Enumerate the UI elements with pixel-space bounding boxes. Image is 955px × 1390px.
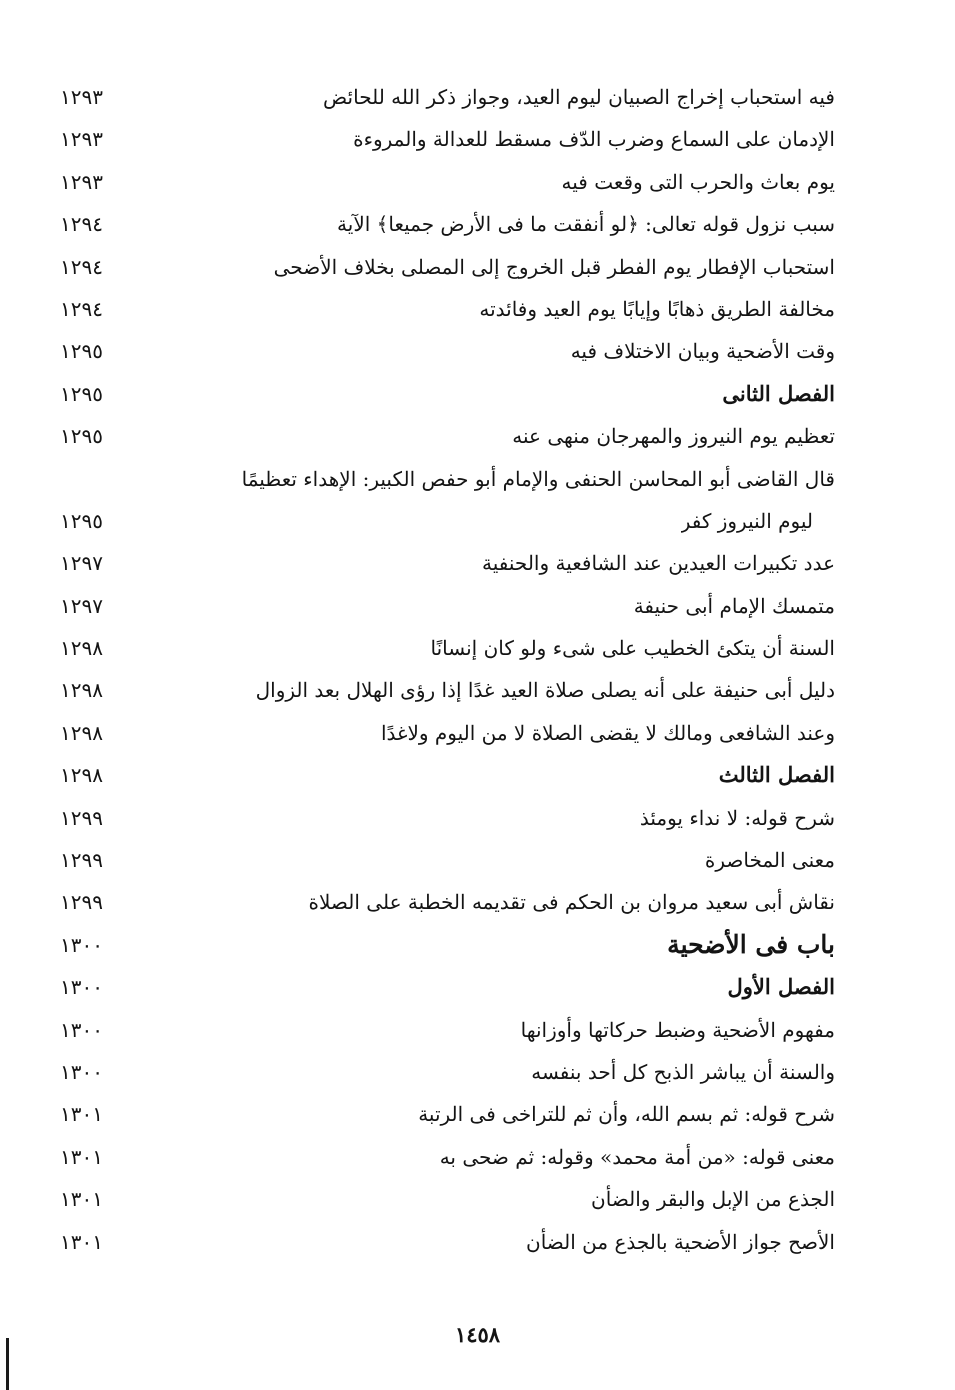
section-heading-entry [60,373,835,415]
index-entry [60,1221,835,1263]
entry-page-number: ١٣٠١ [60,1187,103,1212]
entry-page-number: ١٢٩٥ [60,381,103,406]
entry-title: وعند الشافعى ومالك لا يقضى الصلاة لا من اليوم ولاغدًا [380,720,835,745]
entry-page-number: ١٢٩٣ [60,85,103,109]
scan-edge-mark [6,1338,9,1390]
index-entry-continuation [60,500,835,542]
index-entry [60,288,835,330]
index-entry [60,118,835,160]
index-entry [60,1093,835,1135]
index-entry [60,1051,835,1093]
entry-title: سبب نزول قوله تعالى: ﴿لو أنفقت ما فى الأرض جميعا﴾ الآية [337,212,835,237]
entry-page-number: ١٣٠١ [60,1102,103,1127]
index-entry [60,1009,835,1051]
entry-title: قال القاضى أبو المحاسن الحنفى والإمام أبو حفص الكبير: الإهداء تعظيمًا [241,466,835,491]
entry-title: معنى قوله: «من أمة محمد» وقوله: ثم ضحى به [439,1144,835,1169]
entry-title: والسنة أن يباشر الذبح كل أحد بنفسه [531,1059,835,1084]
index-entry [60,1136,835,1178]
entry-page-number: ١٢٩٤ [60,212,103,237]
entry-title: مخالفة الطريق ذهابًا وإيابًا يوم العيد وفائدته [479,296,835,321]
entry-title: يوم بعاث والحرب التى وقعت فيه [561,169,835,194]
entry-page-number: ١٣٠٠ [60,975,103,1000]
chapter-heading-entry [60,924,835,966]
entry-page-number: ١٣٠٠ [60,1017,103,1042]
entry-page-number: ١٢٩٤ [60,254,103,279]
entry-page-number: ١٢٩٥ [60,508,103,533]
page-number: ١٤٥٨ [454,1322,501,1347]
section-heading-entry [60,966,835,1008]
entry-title: الأصح جواز الأضحية بالجذع من الضأن [526,1229,835,1254]
chapter-heading: باب فى الأضحية [667,929,835,959]
entry-page-number: ١٢٩٥ [60,339,103,364]
entry-page-number: ١٢٩٧ [60,551,103,576]
entry-page-number: ١٢٩٩ [60,805,103,830]
entry-title: ليوم النيروز كفر [680,508,813,533]
index-entry [60,330,835,372]
entry-page-number: ١٢٩٥ [60,424,103,449]
entry-page-number: ١٢٩٩ [60,848,103,873]
entry-title: شرح قوله: ثم بسم الله، وأن ثم للتراخى فى الرتبة [418,1102,835,1127]
entry-title: عدد تكبيرات العيدين عند الشافعية والحنفية [482,551,835,576]
index-entry [60,1178,835,1220]
entry-title: معنى المخاصرة [704,848,835,873]
entry-page-number: ١٢٩٨ [60,636,103,661]
entry-title: الجذع من الإبل والبقر والضأن [591,1187,835,1212]
entry-title: نقاش أبى سعيد مروان بن الحكم فى تقديمه الخطبة على الصلاة [308,890,835,915]
entry-page-number: ١٣٠٠ [60,932,103,957]
index-entry [60,669,835,711]
index-entry [60,712,835,754]
index-entry [60,881,835,923]
index-entry [60,76,835,118]
index-entry [60,458,835,500]
entry-page-number: ١٢٩٨ [60,678,103,703]
section-heading: الفصل الثانى [722,380,835,406]
entry-page-number: ١٢٩٧ [60,593,103,618]
index-entry [60,203,835,245]
entry-page-number: ١٢٩٩ [60,890,103,915]
entry-page-number: ١٢٩٨ [60,720,103,745]
entry-page-number: ١٢٩٨ [60,763,103,788]
entry-page-number: ١٣٠١ [60,1229,103,1254]
entry-page-number: ١٢٩٤ [60,296,103,321]
section-heading: الفصل الأول [727,974,835,1000]
entry-title: تعظيم يوم النيروز والمهرجان منهى عنه [512,424,835,449]
index-entry [60,542,835,584]
entry-title: شرح قوله: لا نداء يومئذ [639,805,835,830]
index-entry [60,797,835,839]
section-heading: الفصل الثالث [718,762,835,788]
entry-page-number: ١٣٠١ [60,1144,103,1169]
section-heading-entry [60,754,835,796]
entry-page-number: ١٣٠٠ [60,1059,103,1084]
entry-title: وقت الأضحية وبيان الاختلاف فيه [570,339,835,364]
index-entry [60,415,835,457]
entry-title: متمسك الإمام أبى حنيفة [633,593,835,618]
entry-title: فيه استحباب إخراج الصبيان ليوم العيد، وجواز ذكر الله للحائض [323,85,835,109]
entry-title: السنة أن يتكئ الخطيب على شىء ولو كان إنسانًا [430,636,835,661]
entry-title: الإدمان على السماع وضرب الدّف مسقط للعدالة والمروءة [353,127,835,152]
entry-title: مفهوم الأضحية وضبط حركاتها وأوزانها [520,1017,835,1042]
entry-page-number: ١٢٩٣ [60,169,103,194]
index-entry [60,627,835,669]
entry-title: استحباب الإفطار يوم الفطر قبل الخروج إلى المصلى بخلاف الأضحى [273,254,835,279]
index-list [60,76,835,1263]
entry-title: دليل أبى حنيفة على أنه يصلى صلاة العيد غدًا إذا رؤى الهلال بعد الزوال [255,678,835,703]
index-entry [60,246,835,288]
index-entry [60,161,835,203]
index-entry [60,585,835,627]
entry-page-number: ١٢٩٣ [60,127,103,152]
index-entry [60,839,835,881]
